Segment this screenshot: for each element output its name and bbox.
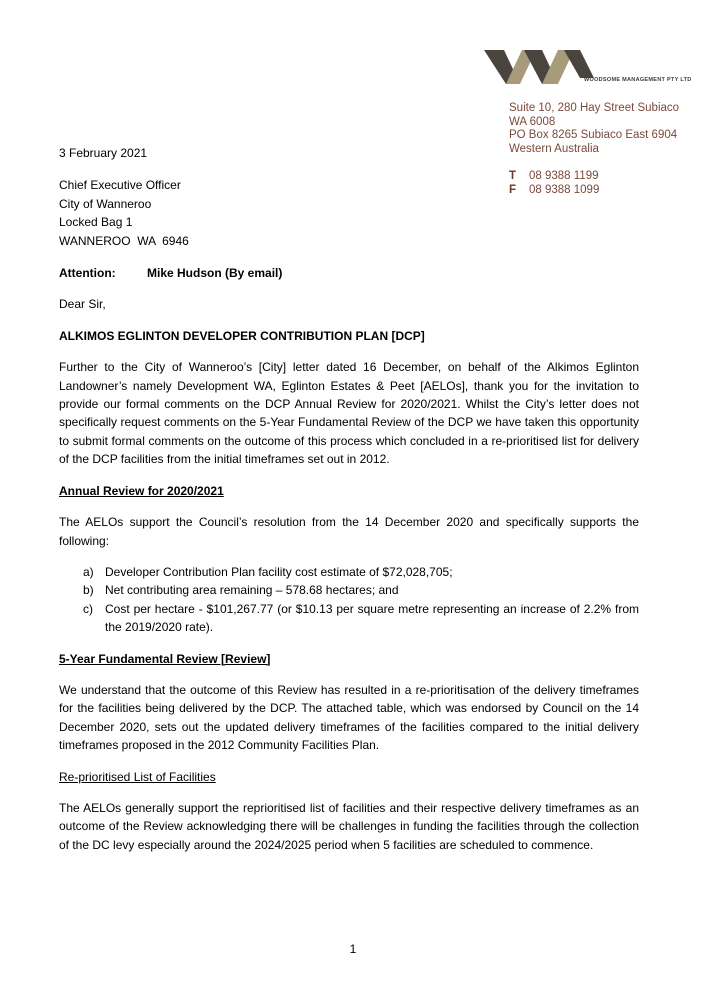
address-line: Suite 10, 280 Hay Street Subiaco [509,102,680,114]
salutation: Dear Sir, [59,297,106,312]
list-marker: c) [83,601,93,616]
fax-key: F [509,183,517,196]
letter-subject: ALKIMOS EGLINTON DEVELOPER CONTRIBUTION PLAN [DCP] [59,328,425,343]
list-marker: b) [83,583,94,598]
address-line: WA 6008 [509,115,556,128]
letter-body [59,144,639,867]
intro-paragraph: Further to the City of Wanneroo’s [City] letter dated 16 December, on behalf of the Alkimos Eglinton Landowner’s namely Development WA, Eglinton Estates & Peet [AELOs], thank you for the invitation to provide our formal comments on the DCP Annual Review for 2020/2021. Whilst the City’s letter does not specifically request comments on the 5-Year Fundamental Review of the DCP we have taken this opportunity to submit formal comments on the outcome of this process which concluded in a re-prioritised list for delivery of the DCP facilities from the initial timeframes set out in 2012. [59,360,639,467]
attention-line [59,264,639,282]
facilities-paragraph: The AELOs generally support the reprioritised list of facilities and their respective delivery timeframes as an outcome of the Review acknowledging there will be challenges in funding the facilities through the collection of the DC levy especially around the 2024/2025 period when 5 facilities are scheduled to commence. [59,800,639,852]
recipient-line: City of Wanneroo [59,196,152,211]
address-line: PO Box 8265 Subiaco East 6904 [509,129,678,142]
facilities-subheading: Re-prioritised List of Facilities [59,769,216,784]
page-number: 1 [349,942,357,956]
recipient-line: Locked Bag 1 [59,215,133,230]
letter-date: 3 February 2021 [59,146,148,160]
attention-label: Attention: [59,266,116,281]
company-name: WOODSOME MANAGEMENT PTY LTD [584,77,692,83]
list-text: Cost per hectare - $101,267.77 (or $10.13 per square metre representing an increase of 2.2% from the 2019/2020 rate). [105,601,639,635]
list-item [59,563,639,581]
list-text: Net contributing area remaining – 578.68 hectares; and [105,583,399,598]
annual-review-paragraph: The AELOs support the Council’s resolution from the 14 December 2020 and specifically supports the following: [59,515,639,548]
list-text: Developer Contribution Plan facility cost estimate of $72,028,705; [105,564,453,579]
attention-value: Mike Hudson (By email) [147,266,283,281]
recipient-line: WANNEROO WA 6946 [59,233,189,248]
list-item [59,600,639,637]
phone-number: 08 9388 1199 [529,170,599,182]
annual-review-heading: Annual Review for 2020/2021 [59,483,224,498]
address-line: Western Australia [509,142,599,155]
fundamental-review-heading: 5-Year Fundamental Review [Review] [59,651,271,666]
list-marker: a) [83,564,94,579]
recipient-block [59,176,639,250]
annual-review-list [59,563,639,637]
fax-number: 08 9388 1099 [529,183,600,196]
recipient-line: Chief Executive Officer [59,178,181,193]
fundamental-review-paragraph: We understand that the outcome of this Review has resulted in a re-prioritisation of the delivery timeframes for the facilities being delivered by the DCP. The attached table, which was endorsed by Council on the 14 December 2020, sets out the updated delivery timeframes of the facilities compared to the initial delivery timeframes proposed in the 2012 Community Facilities Plan. [59,682,639,753]
list-item [59,581,639,599]
phone-key: T [509,170,517,182]
